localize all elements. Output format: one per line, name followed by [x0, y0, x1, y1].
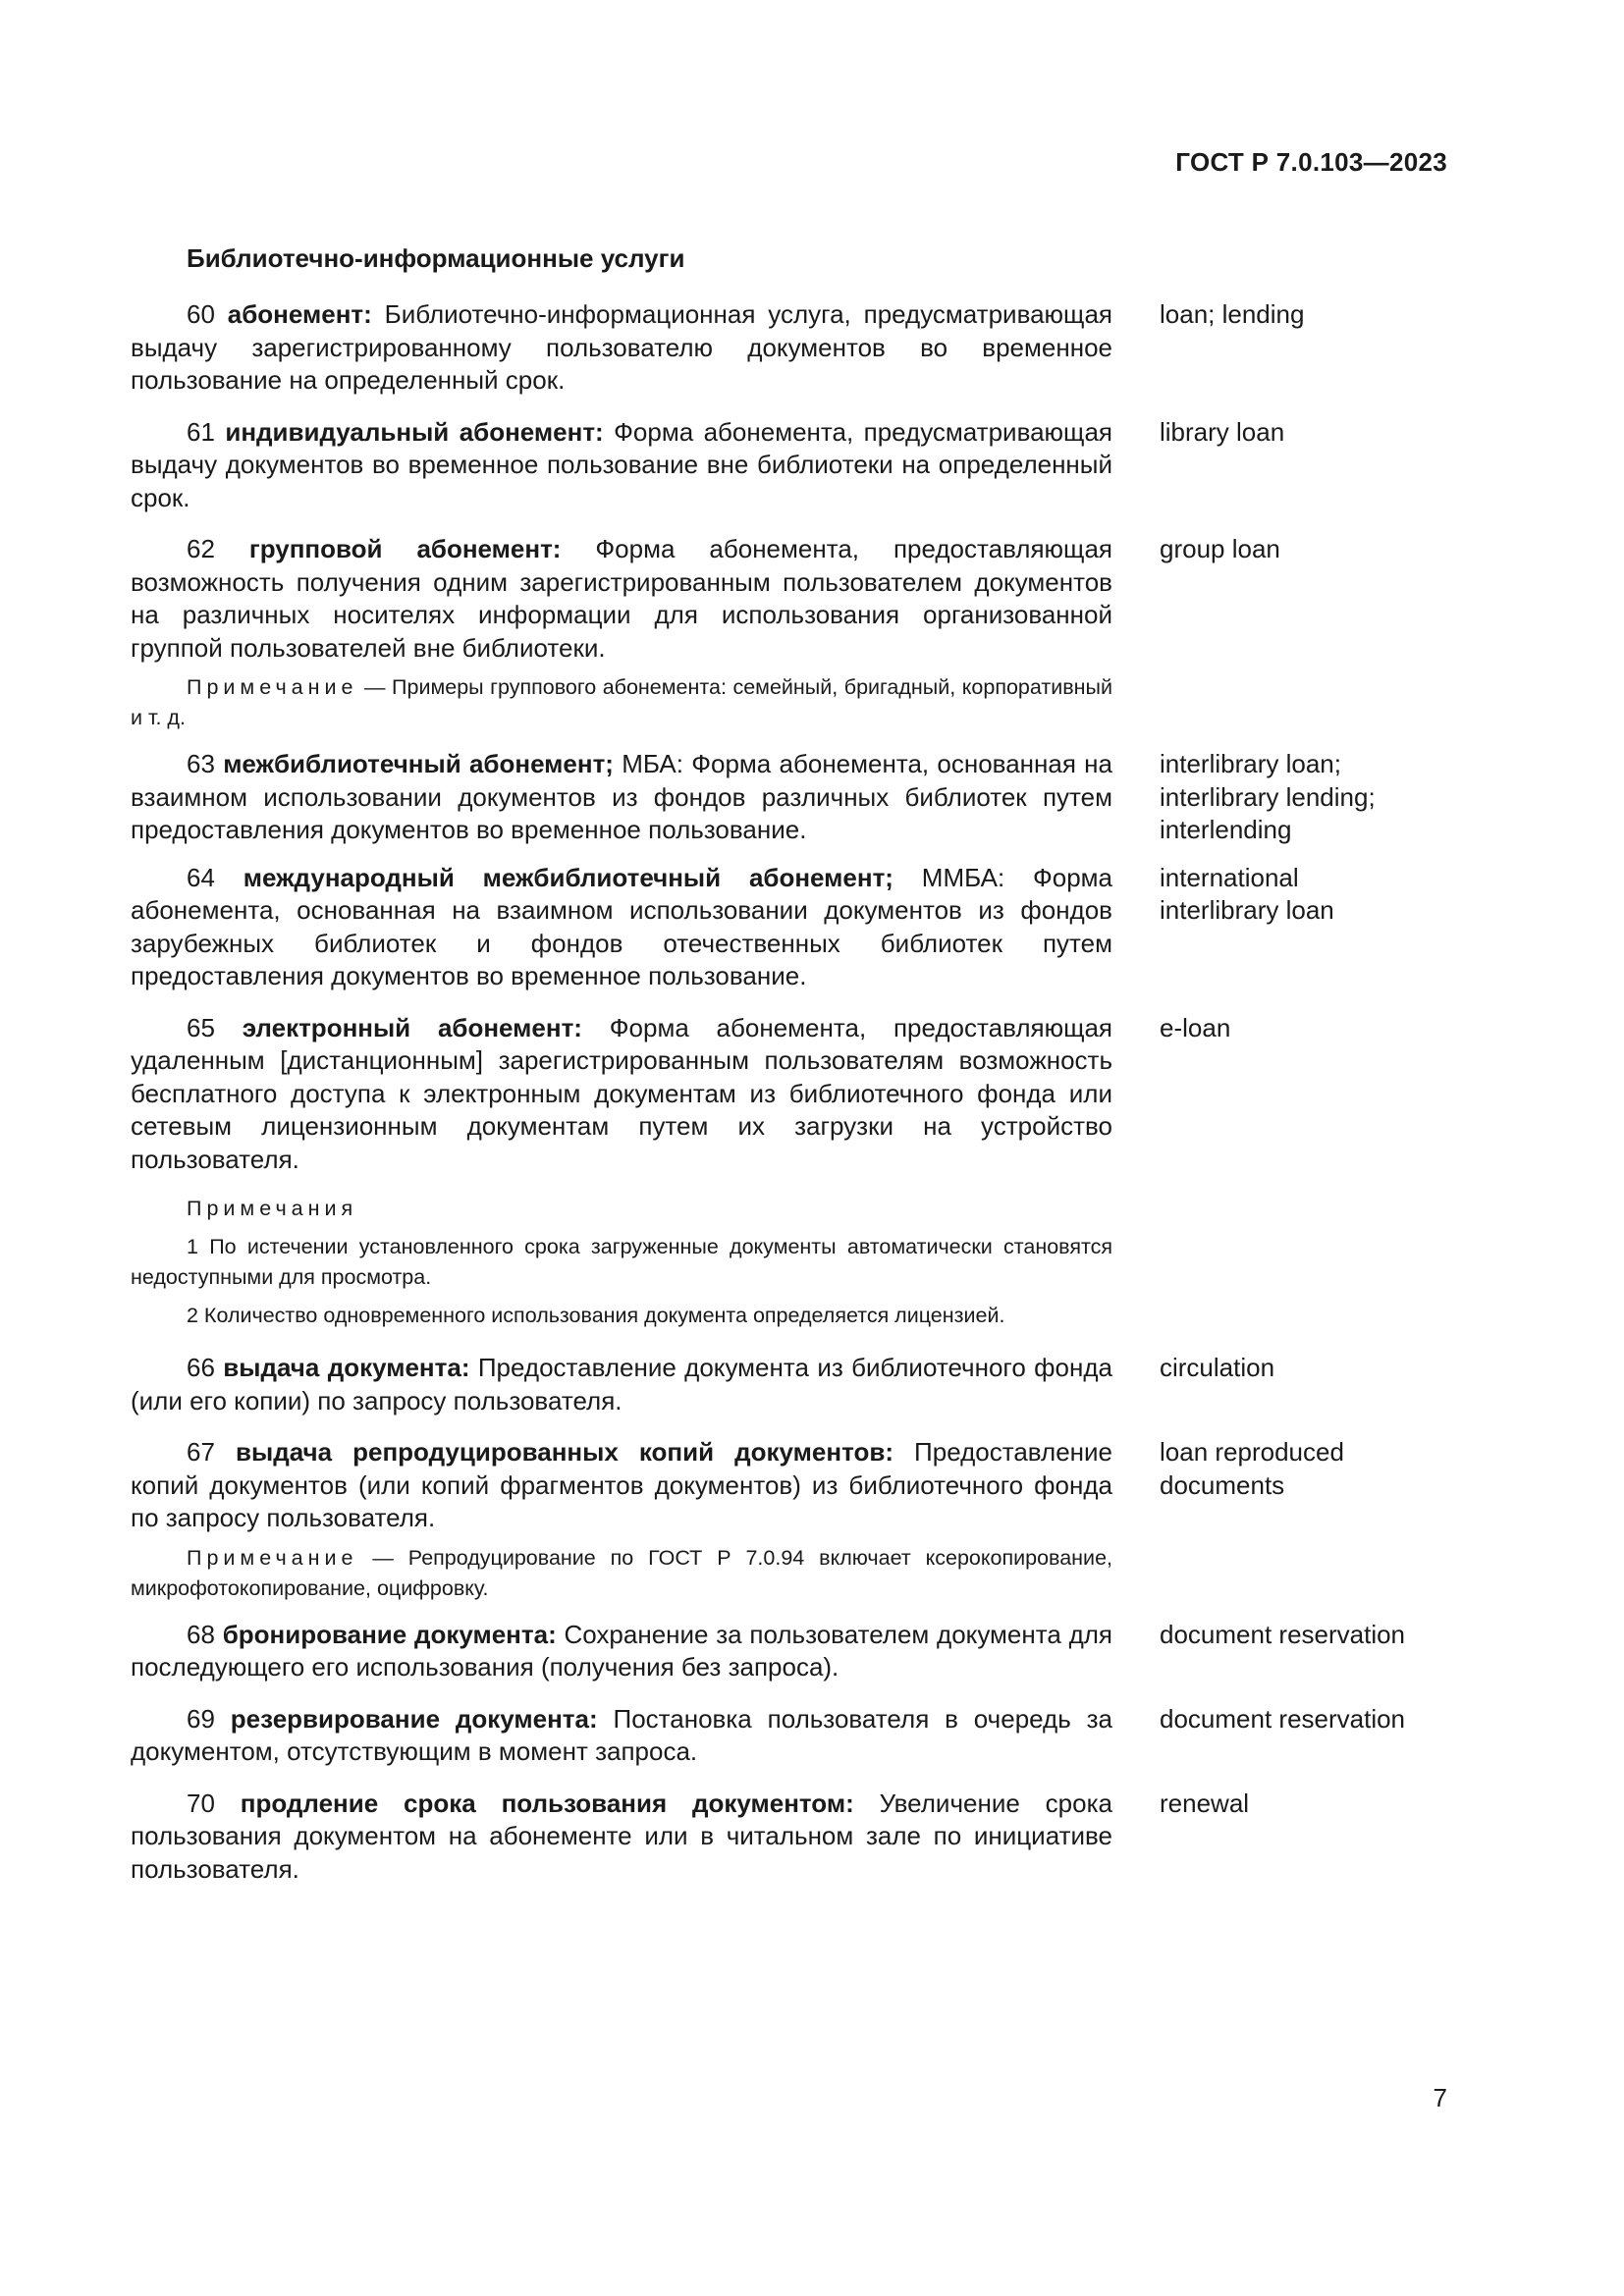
term: индивидуальный абонемент:: [225, 416, 604, 447]
definition-text: Форма абонемента, предоставляющая возможность получения одним зарегистрированным пользователем документов на различных носителях информации для использования организованной группой пользователей вне библиотеки.: [131, 534, 1112, 663]
definition-text: Сохранение за пользователем документа для последующего его использования (получения без запроса).: [131, 1619, 1113, 1682]
term-entry-67: [131, 1436, 1505, 1604]
definition: [131, 533, 1112, 665]
note-text: — Примеры группового абонемента: семейный, бригадный, корпоративный и т. д.: [131, 675, 1112, 729]
entry-main: [131, 1619, 1112, 1684]
note-label: Примечание: [187, 675, 358, 699]
definition-text: Предоставление копий документов (или копий фрагментов документов) из библиотечного фонда по запросу пользователя.: [131, 1437, 1112, 1532]
term-number: 64: [187, 862, 215, 892]
term-entry-69: [131, 1703, 1505, 1769]
term-entry-61: [131, 416, 1505, 515]
definition: [131, 1352, 1112, 1417]
notes-heading: Примечания: [187, 1197, 358, 1220]
definition: [131, 1703, 1112, 1769]
note-label: Примечание: [187, 1545, 358, 1570]
term-number: 60: [187, 299, 215, 329]
definition: [131, 748, 1112, 847]
term-number: 61: [187, 416, 215, 447]
term: абонемент:: [227, 299, 372, 329]
english-term: interlibrary loan;: [1160, 749, 1341, 778]
definition-text: Библиотечно-информационная услуга, предусматривающая выдачу зарегистрированному пользователю документов во временное пользование на определенный срок.: [131, 299, 1112, 395]
term-entry-70: [131, 1788, 1505, 1887]
english-term: interlibrary lending;: [1160, 781, 1376, 812]
english-term: circulation: [1160, 1353, 1275, 1382]
term-number: 65: [187, 1012, 215, 1042]
note: 1 По истечении установленного срока загруженные документы автоматически становятся недоступными для просмотра.: [131, 1235, 1112, 1289]
english-equivalent: [1160, 416, 1505, 450]
entry-main: [131, 416, 1112, 515]
page-number: 7: [1433, 2083, 1447, 2112]
entry-main: [131, 1703, 1112, 1769]
definition: [131, 1788, 1112, 1887]
term-entry-66: [131, 1352, 1505, 1417]
entry-main: [131, 1788, 1112, 1887]
english-equivalent: [1160, 533, 1505, 566]
definition: [131, 862, 1112, 993]
definition-text: МБА: Форма абонемента, основанная на взаимном использовании документов из фондов различных библиотек путем предоставления документов во временное пользование.: [131, 749, 1112, 844]
term: межбиблиотечный абонемент;: [223, 749, 614, 778]
english-equivalent: [1160, 1436, 1505, 1502]
definition-text: Форма абонемента, предусматривающая выдачу документов во временное пользование вне библиотеки на определенный срок.: [131, 416, 1112, 512]
entry-main: [131, 748, 1112, 847]
english-term: documents: [1160, 1469, 1285, 1500]
definition: [131, 416, 1112, 515]
entry-main: [131, 1436, 1112, 1604]
english-term: document reservation: [1160, 1619, 1406, 1649]
english-term: e-loan: [1160, 1012, 1231, 1042]
term-number: 67: [187, 1437, 215, 1467]
standard-header: ГОСТ Р 7.0.103—2023: [1175, 147, 1447, 177]
english-term: interlending: [1160, 815, 1292, 844]
english-term: renewal: [1160, 1788, 1250, 1818]
definition: [131, 1012, 1112, 1177]
english-term: international: [1160, 862, 1299, 892]
section-title: Библиотечно-информационные услуги: [187, 243, 685, 273]
term: электронный абонемент:: [242, 1012, 582, 1042]
entry-main: [131, 533, 1112, 733]
english-term: document reservation: [1160, 1703, 1406, 1734]
definition-text: Постановка пользователя в очередь за документом, отсутствующим в момент запроса.: [131, 1703, 1112, 1766]
entry-main: [131, 1012, 1112, 1332]
definition-text: Увеличение срока пользования документом на абонементе или в читальном зале по инициативе пользователя.: [131, 1788, 1112, 1884]
note: [131, 665, 1112, 733]
entry-main: [131, 298, 1112, 398]
english-equivalent: [1160, 1012, 1505, 1045]
definition: [131, 298, 1112, 398]
english-equivalent: [1160, 1352, 1505, 1385]
term-entry-65: [131, 1012, 1505, 1332]
definition-text: ММБА: Форма абонемента, основанная на взаимном использовании документов из фондов зарубежных библиотек и фондов отечественных библиотек путем предоставления документов во временное пользование.: [131, 862, 1113, 990]
term: продление срока пользования документом:: [240, 1788, 854, 1818]
term: резервирование документа:: [230, 1703, 598, 1734]
english-equivalent: [1160, 748, 1505, 847]
term-entry-63: [131, 748, 1505, 847]
term-number: 69: [187, 1703, 215, 1734]
definition-text: Форма абонемента, предоставляющая удаленным [дистанционным] зарегистрированным пользователям возможность бесплатного доступа к электронным документам из библиотечного фонда или сетевым лицензионным документам путем их загрузки на устройство пользователя.: [131, 1012, 1112, 1174]
note-text: — Репродуцирование по ГОСТ Р 7.0.94 включает ксерокопирование, микрофотокопирование, оцифровку.: [131, 1545, 1112, 1600]
term-entry-64: [131, 862, 1505, 993]
english-equivalent: [1160, 1788, 1505, 1821]
english-equivalent: [1160, 862, 1505, 928]
terms-list: [131, 298, 1505, 1886]
english-equivalent: [1160, 1703, 1505, 1736]
entry-main: [131, 862, 1112, 993]
english-term: library loan: [1160, 416, 1285, 447]
note: [131, 1535, 1112, 1604]
definition: [131, 1436, 1112, 1535]
term: международный межбиблиотечный абонемент;: [243, 862, 893, 892]
english-term: loan; lending: [1160, 299, 1305, 329]
term-entry-60: [131, 298, 1505, 398]
term: выдача репродуцированных копий документов:: [236, 1437, 893, 1467]
note: 2 Количество одновременного использования документа определяется лицензией.: [187, 1304, 1005, 1327]
term-entry-68: [131, 1619, 1505, 1684]
term-number: 66: [187, 1353, 215, 1382]
term-entry-62: [131, 533, 1505, 733]
english-equivalent: [1160, 298, 1505, 332]
english-term: group loan: [1160, 534, 1280, 563]
term-number: 63: [187, 749, 215, 778]
term-number: 62: [187, 534, 215, 563]
term: выдача документа:: [223, 1353, 470, 1382]
term: групповой абонемент:: [248, 534, 562, 563]
english-equivalent: [1160, 1619, 1505, 1652]
entry-main: [131, 1352, 1112, 1417]
english-term: interlibrary loan: [1160, 895, 1334, 925]
term: бронирование документа:: [222, 1619, 557, 1649]
definition-text: Предоставление документа из библиотечного фонда (или его копии) по запросу пользователя.: [131, 1353, 1113, 1415]
term-number: 68: [187, 1619, 215, 1649]
term-number: 70: [187, 1788, 215, 1818]
english-term: loan reproduced: [1160, 1437, 1344, 1467]
definition: [131, 1619, 1112, 1684]
